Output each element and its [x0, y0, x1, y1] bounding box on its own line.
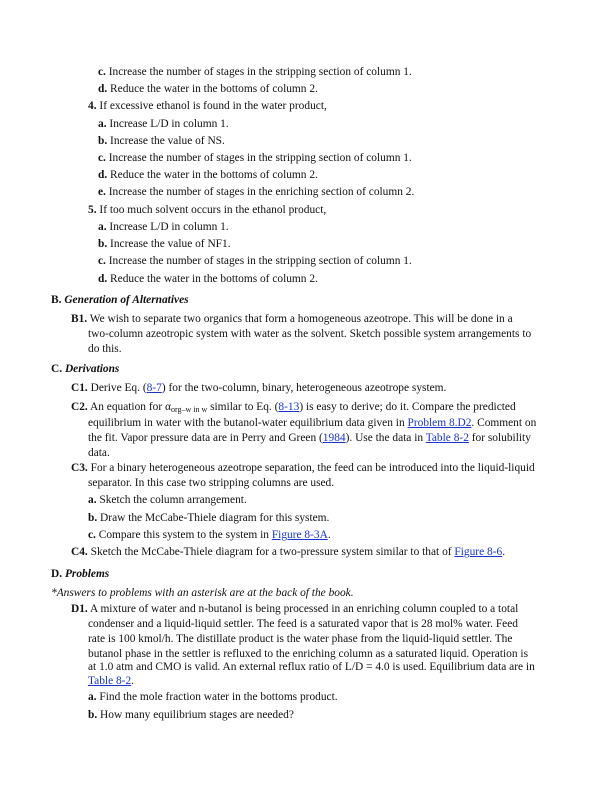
list-item: b. How many equilibrium stages are needed? [88, 709, 294, 721]
problem-d1-line: condenser and a liquid-liquid settler. The feed is a saturated vapor that is 28 mol% water. Feed [88, 618, 518, 630]
link-1984[interactable]: 1984 [322, 432, 346, 444]
problem-b1-line: do this. [88, 343, 122, 355]
list-item: a. Sketch the column arrangement. [88, 494, 247, 506]
list-item: b. Increase the value of NS. [98, 135, 225, 147]
problem-d1-line: at 1.0 atm and CMO is valid. An external reflux ratio of L/D = 4.0 is used. Equilibrium data are in [88, 661, 535, 673]
list-item: a. Increase L/D in column 1. [98, 221, 229, 233]
link-table-8-2-d1[interactable]: Table 8-2 [88, 675, 132, 687]
problem-c2-line: the fit. Vapor pressure data are in Perry and Green (1984). Use the data in Table 8-2 for solubility [88, 432, 531, 444]
list-item: c. Compare this system to the system in Figure 8-3A. [88, 529, 331, 541]
problem-c2-line: data. [88, 447, 110, 459]
problem-d1-line: rate is 100 kmol/h. The distillate product is the water phase from the liquid-liquid settler. The [88, 633, 513, 645]
problem-d1: D1. A mixture of water and n-butanol is being processed in an enriching column coupled to a total [71, 603, 519, 615]
link-problem-8-d2[interactable]: Problem 8.D2 [407, 417, 472, 429]
problem-c2: C2. An equation for $\alpha_{org-w in w}$ similar to Eq. (8-13) is easy to derive; do it. Compare the predicted [71, 401, 516, 414]
problem-d1-line: butanol phase in the settler is refluxed to the enriching column as a saturated liquid. Operation is [88, 648, 529, 660]
link-eq-8-13[interactable]: 8-13 [278, 401, 300, 413]
problem-b1: B1. We wish to separate two organics that form a homogeneous azeotrope. This will be done in a [71, 313, 513, 325]
list-item: d. Reduce the water in the bottoms of column 2. [98, 83, 318, 95]
question-5: 5. If too much solvent occurs in the ethanol product, [88, 204, 327, 216]
link-eq-8-7[interactable]: 8-7 [146, 382, 162, 394]
problem-c3: C3. For a binary heterogeneous azeotrope separation, the feed can be introduced into the liquid-liquid [71, 462, 535, 474]
list-item: c. Increase the number of stages in the stripping section of column 1. [98, 152, 412, 164]
list-item: c. Increase the number of stages in the stripping section of column 1. [98, 66, 412, 78]
section-heading-d: D. Problems [51, 568, 110, 580]
problem-c4: C4. Sketch the McCabe-Thiele diagram for a two-pressure system similar to that of Figure 8-6. [71, 546, 506, 558]
link-figure-8-6[interactable]: Figure 8-6 [454, 546, 503, 558]
section-heading-c: C. Derivations [51, 363, 120, 375]
list-item: d. Reduce the water in the bottoms of column 2. [98, 273, 318, 285]
link-table-8-2[interactable]: Table 8-2 [425, 432, 469, 444]
list-item: a. Find the mole fraction water in the bottoms product. [88, 691, 338, 703]
answers-note: *Answers to problems with an asterisk are at the back of the book. [51, 587, 354, 599]
list-item: a. Increase L/D in column 1. [98, 118, 229, 130]
problem-d1-line: Table 8-2. [88, 675, 135, 687]
list-item: b. Increase the value of NF1. [98, 238, 231, 250]
link-figure-8-3a[interactable]: Figure 8-3A [271, 529, 328, 541]
problem-b1-line: two-column azeotropic system with water as the solvent. Sketch possible system arrangements to [88, 328, 532, 340]
section-heading-b: B. Generation of Alternatives [51, 294, 189, 306]
list-item: b. Draw the McCabe-Thiele diagram for this system. [88, 512, 330, 524]
list-item: d. Reduce the water in the bottoms of column 2. [98, 169, 318, 181]
list-item: c. Increase the number of stages in the stripping section of column 1. [98, 255, 412, 267]
question-4: 4. If excessive ethanol is found in the water product, [88, 100, 327, 112]
problem-c2-line: equilibrium in water with the butanol-water equilibrium data given in Problem 8.D2. Comment on [88, 417, 537, 429]
problem-c3-line: separator. In this case two stripping columns are used. [88, 477, 335, 489]
list-item: e. Increase the number of stages in the enriching section of column 2. [98, 186, 415, 198]
problem-c1: C1. Derive Eq. (8-7) for the two-column, binary, heterogeneous azeotrope system. [71, 382, 447, 394]
